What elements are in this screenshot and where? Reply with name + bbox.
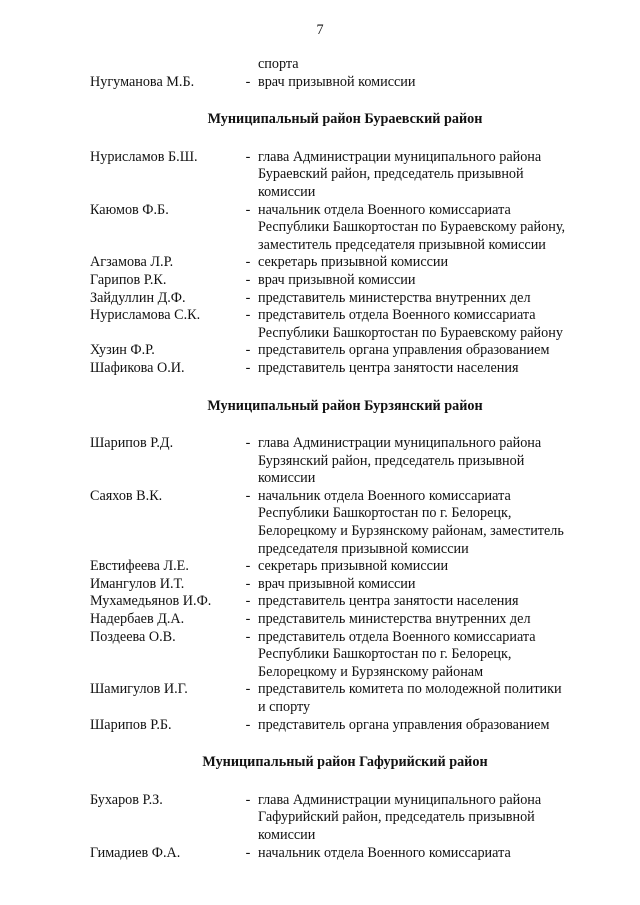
member-row — [90, 611, 600, 629]
member-role-line: представитель центра занятости населения — [258, 359, 519, 376]
dash-separator: - — [245, 73, 251, 90]
member-role-line: комиссии — [258, 183, 316, 200]
member-row — [90, 488, 600, 506]
member-role-line: глава Администрации муниципального района — [258, 148, 542, 165]
member-name: Надербаев Д.А. — [90, 611, 185, 628]
member-name: Нурисламова С.К. — [90, 307, 201, 324]
member-name: Поздеева О.В. — [90, 628, 176, 645]
member-name: Каюмов Ф.Б. — [90, 201, 169, 218]
member-name: Имангулов И.Т. — [90, 575, 185, 592]
member-row — [90, 629, 600, 647]
member-name: Шарипов Р.Б. — [90, 716, 172, 733]
member-role-line: Республики Башкортостан по Бураевскому району — [258, 324, 563, 341]
member-row — [90, 325, 600, 343]
member-row — [90, 646, 600, 664]
member-role-line: Республики Башкортостан по г. Белорецк, — [258, 505, 512, 522]
member-role-line: представитель органа управления образованием — [258, 716, 550, 733]
member-name: Евстифеева Л.Е. — [90, 558, 189, 575]
member-role-line: врач призывной комиссии — [258, 575, 416, 592]
member-role: врач призывной комиссии — [258, 73, 416, 90]
member-row — [90, 470, 600, 488]
dash-separator: - — [245, 575, 251, 592]
dash-separator: - — [245, 487, 251, 504]
member-name: Бухаров Р.З. — [90, 791, 163, 808]
member-name: Шафикова О.И. — [90, 359, 185, 376]
member-role-line: Белорецкому и Бурзянскому районам — [258, 663, 484, 680]
member-row — [90, 681, 600, 699]
member-role-line: представитель министерства внутренних дел — [258, 611, 531, 628]
member-role-line: Белорецкому и Бурзянскому районам, заместитель — [258, 523, 564, 540]
dash-separator: - — [245, 289, 251, 306]
member-name: Зайдуллин Д.Ф. — [90, 289, 186, 306]
dash-separator: - — [245, 342, 251, 359]
member-role-line: представитель отдела Военного комиссариата — [258, 307, 536, 324]
member-role-line: представитель центра занятости населения — [258, 593, 519, 610]
member-role-line: заместитель председателя призывной комиссии — [258, 236, 546, 253]
dash-separator: - — [245, 593, 251, 610]
section-title: Муниципальный район Гафурийский район — [202, 754, 488, 771]
member-role-line: начальник отдела Военного комиссариата — [258, 844, 511, 861]
member-name: Шамигулов И.Г. — [90, 681, 188, 698]
dash-separator: - — [245, 611, 251, 628]
continuation-line: спорта — [258, 56, 299, 72]
member-row — [90, 290, 600, 308]
member-row — [90, 576, 600, 594]
member-row — [90, 435, 600, 453]
member-row — [90, 827, 600, 845]
page-number: 7 — [316, 22, 324, 38]
member-name: Хузин Ф.Р. — [90, 342, 155, 359]
dash-separator: - — [245, 271, 251, 288]
member-row — [90, 149, 600, 167]
member-role-line: и спорту — [258, 699, 311, 715]
dash-separator: - — [245, 359, 251, 376]
member-role-line: комиссии — [258, 826, 316, 843]
member-role-line: председателя призывной комиссии — [258, 540, 469, 557]
member-role-line: начальник отдела Военного комиссариата — [258, 487, 511, 504]
member-row — [90, 184, 600, 202]
member-row — [90, 74, 600, 92]
member-role-line: представитель министерства внутренних дел — [258, 289, 531, 306]
member-role-line: представитель отдела Военного комиссариата — [258, 628, 536, 645]
member-row — [90, 237, 600, 255]
member-role-line: Бурзянский район, председатель призывной — [258, 452, 525, 469]
member-role-line: представитель органа управления образованием — [258, 342, 550, 359]
member-row — [90, 792, 600, 810]
member-row — [90, 593, 600, 611]
member-row — [90, 845, 600, 863]
member-row — [90, 166, 600, 184]
member-role-line: Республики Башкортостан по Бураевскому району, — [258, 219, 566, 236]
section-title: Муниципальный район Бурзянский район — [207, 397, 483, 414]
member-role-line: комиссии — [258, 470, 316, 487]
member-name: Саяхов В.К. — [90, 487, 163, 504]
dash-separator: - — [245, 844, 251, 861]
dash-separator: - — [245, 628, 251, 645]
member-row — [90, 219, 600, 237]
member-row — [90, 558, 600, 576]
member-row — [90, 360, 600, 378]
member-name: Мухамедьянов И.Ф. — [90, 593, 212, 610]
member-name: Нурисламов Б.Ш. — [90, 148, 198, 165]
section-title: Муниципальный район Бураевский район — [207, 111, 483, 128]
member-row — [90, 254, 600, 272]
dash-separator: - — [245, 791, 251, 808]
dash-separator: - — [245, 307, 251, 324]
member-row — [90, 717, 600, 735]
member-role-line: начальник отдела Военного комиссариата — [258, 201, 511, 218]
member-role-line: представитель комитета по молодежной политики — [258, 681, 562, 698]
member-role-line: врач призывной комиссии — [258, 271, 416, 288]
dash-separator: - — [245, 716, 251, 733]
dash-separator: - — [245, 558, 251, 575]
dash-separator: - — [245, 254, 251, 271]
member-role-line: глава Администрации муниципального района — [258, 435, 542, 452]
member-row — [90, 272, 600, 290]
document-content — [90, 56, 600, 862]
member-row — [90, 523, 600, 541]
dash-separator: - — [245, 201, 251, 218]
member-row — [90, 505, 600, 523]
member-name: Агзамова Л.Р. — [90, 254, 174, 271]
dash-separator: - — [245, 435, 251, 452]
member-role-line: секретарь призывной комиссии — [258, 254, 449, 271]
member-row — [90, 342, 600, 360]
member-name: Шарипов Р.Д. — [90, 435, 174, 452]
member-row — [90, 809, 600, 827]
member-role-line: Гафурийский район, председатель призывной — [258, 809, 535, 826]
member-role-line: секретарь призывной комиссии — [258, 558, 449, 575]
member-name: Гарипов Р.К. — [90, 271, 167, 288]
dash-separator: - — [245, 148, 251, 165]
member-row — [90, 664, 600, 682]
dash-separator: - — [245, 681, 251, 698]
member-row — [90, 541, 600, 559]
sections-container — [90, 111, 600, 862]
member-row — [90, 307, 600, 325]
member-role-line: глава Администрации муниципального района — [258, 791, 542, 808]
member-role-line: Республики Башкортостан по г. Белорецк, — [258, 646, 512, 663]
member-name: Нугуманова М.Б. — [90, 73, 195, 90]
member-row — [90, 699, 600, 717]
member-row — [90, 202, 600, 220]
member-role-line: Бураевский район, председатель призывной — [258, 166, 524, 183]
member-name: Гимадиев Ф.А. — [90, 844, 181, 861]
member-row — [90, 453, 600, 471]
